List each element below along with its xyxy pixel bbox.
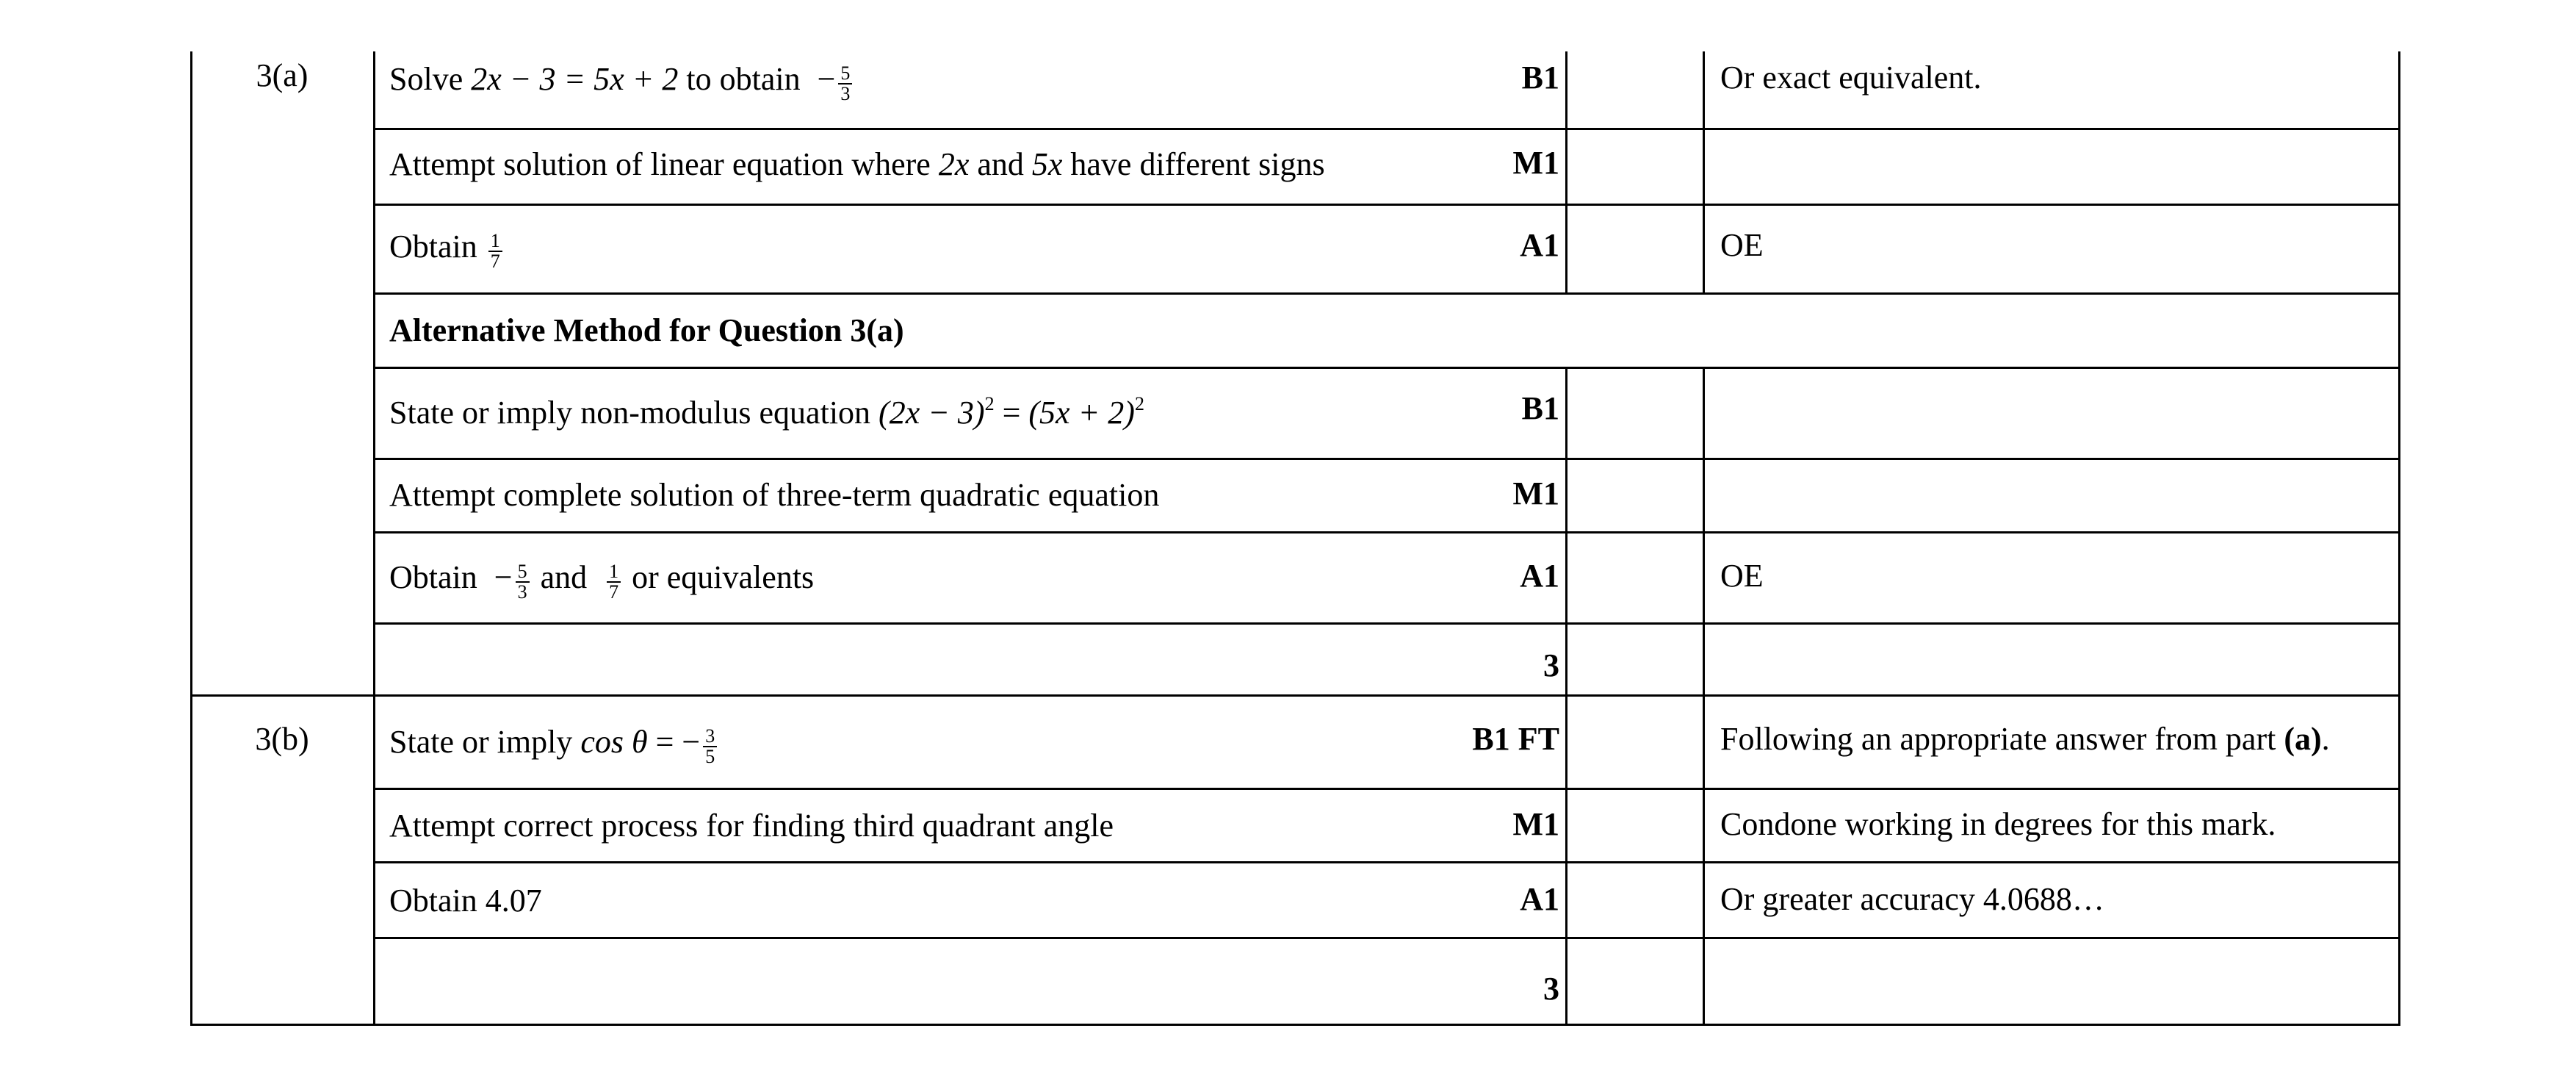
mark-code: M1 [1512, 475, 1559, 511]
table-border [373, 531, 2400, 533]
mark-code: A1 [1520, 881, 1559, 917]
alternative-method-heading: Alternative Method for Question 3(a) [389, 312, 904, 348]
answer-text: Obtain $\frac{1}{7}$ [389, 228, 505, 271]
answer-text: Attempt correct process for finding third quadrant angle [389, 808, 1114, 844]
table-border [373, 937, 2400, 939]
mark-code: M1 [1512, 806, 1559, 842]
fraction: $\frac{1}{7}$ [607, 562, 621, 602]
answer-text: Solve 2x − 3 = 5x + 2 to obtain − $\frac{5}{3}$ [389, 60, 855, 104]
answer-text: State or imply cos θ = − $\frac{3}{5}$ [389, 723, 720, 766]
equation: 2x − 3 = 5x + 2 [471, 61, 679, 97]
table-border [373, 458, 2400, 460]
fraction: $\frac{5}{3}$ [516, 562, 530, 602]
table-border [1565, 51, 1567, 292]
guidance-text: Or greater accuracy 4.0688… [1720, 881, 2104, 917]
mark-code: A1 [1520, 558, 1559, 594]
guidance-text: OE [1720, 558, 1764, 594]
table-border [373, 788, 2400, 790]
table-border [373, 367, 2400, 369]
table-border [373, 292, 2400, 295]
guidance-text: Condone working in degrees for this mark. [1720, 806, 2276, 842]
total-mark: 3 [1543, 647, 1559, 683]
mark-code: M1 [1512, 145, 1559, 181]
table-border [373, 51, 375, 1026]
question-number: 3(b) [255, 721, 309, 757]
table-border [190, 694, 2400, 697]
table-border [373, 861, 2400, 863]
answer-text: Obtain − $\frac{5}{3}$ and $\frac{1}{7}$ or equivalents [389, 559, 815, 603]
total-mark: 3 [1543, 971, 1559, 1007]
table-border [373, 622, 2400, 625]
table-border [1703, 51, 1705, 292]
answer-text: Obtain 4.07 [389, 883, 542, 919]
mark-code: B1 [1521, 60, 1559, 96]
fraction: $\frac{3}{5}$ [703, 727, 717, 766]
table-border [373, 204, 2400, 206]
answer-text: Attempt complete solution of three-term quadratic equation [389, 477, 1160, 513]
guidance-text: OE [1720, 227, 1764, 263]
mark-scheme-table [190, 51, 2400, 1026]
fraction: $\frac{5}{3}$ [838, 64, 852, 104]
table-border [2398, 51, 2400, 1026]
mark-code: B1 [1521, 390, 1559, 426]
mark-code: A1 [1520, 227, 1559, 263]
table-border [190, 51, 192, 1026]
mark-code: B1 FT [1472, 721, 1559, 757]
answer-text: State or imply non-modulus equation $(2x - 3)^2 = (5x + 2)^2$ [389, 393, 1144, 431]
answer-text: Attempt solution of linear equation where 2x and 5x have different signs [389, 146, 1325, 182]
table-border [373, 128, 2400, 130]
guidance-text: Following an appropriate answer from part (a). [1720, 721, 2330, 757]
table-border [190, 1024, 2400, 1026]
fraction: $\frac{1}{7}$ [488, 231, 502, 271]
guidance-text: Or exact equivalent. [1720, 60, 1982, 96]
question-number: 3(a) [256, 57, 309, 93]
